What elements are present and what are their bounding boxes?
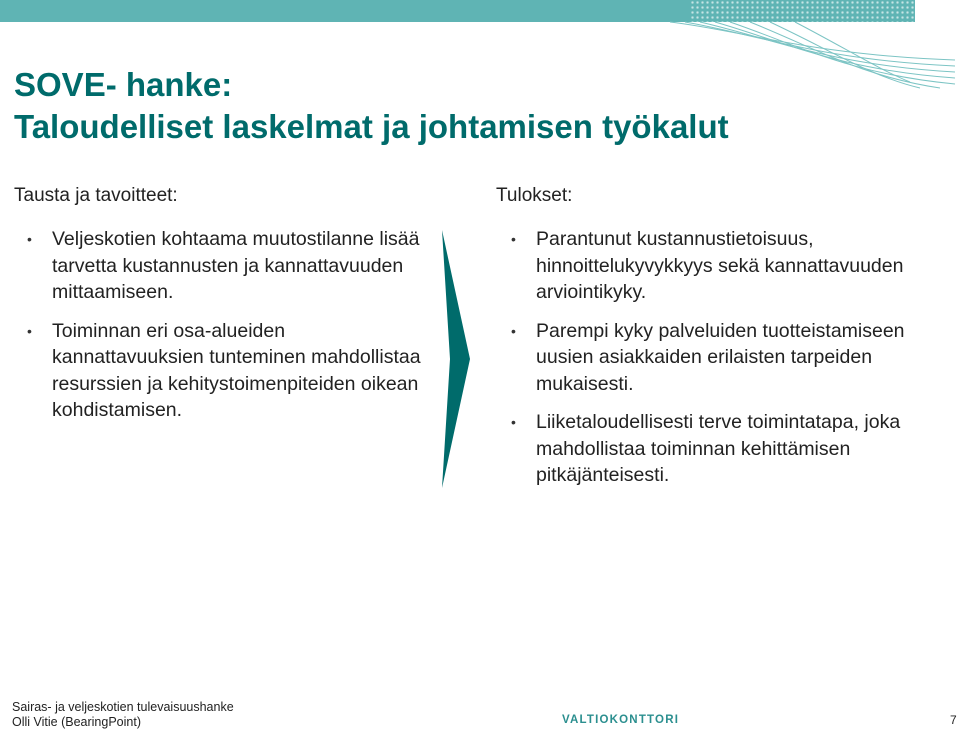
slide-title: [14, 64, 729, 148]
bullet-icon: •: [511, 322, 516, 339]
list-item: [511, 409, 926, 489]
bullet-text: Parempi kyky palveluiden tuotteistamiseen uusien asiakkaiden erilaisten tarpeiden mukaisesti.: [536, 319, 905, 395]
list-item: [511, 318, 926, 398]
valtiokonttori-logo: VALTIOKONTTORI: [562, 714, 680, 726]
bullet-icon: •: [27, 231, 32, 247]
left-bullet-list: [27, 226, 427, 424]
bullet-icon: •: [27, 322, 32, 339]
bullet-icon: •: [511, 414, 516, 430]
right-bullet-list: [511, 226, 926, 489]
bullet-text: Toiminnan eri osa-alueiden kannattavuuksien tunteminen mahdollistaa resurssien ja kehitystoimenpiteiden oikean kohdistamisen.: [52, 319, 421, 421]
bullet-text: Liiketaloudellisesti terve toimintatapa, joka mahdollistaa toiminnan kehittämisen pitkäjänteisesti.: [536, 411, 901, 486]
list-item: [511, 226, 926, 306]
right-heading: Tulokset:: [496, 185, 573, 206]
footer-author: Olli Vitie (BearingPoint): [12, 715, 141, 729]
footer-project: Sairas- ja veljeskotien tulevaisuushanke: [12, 700, 234, 714]
bullet-text: Parantunut kustannustietoisuus, hinnoittelukyvykkyys sekä kannattavuuden arviointikyky.: [536, 228, 904, 303]
list-item: [27, 226, 427, 306]
bullet-icon: •: [511, 231, 516, 247]
bullet-text: Veljeskotien kohtaama muutostilanne lisää tarvetta kustannusten ja kannattavuuden mittaamiseen.: [52, 228, 420, 303]
page-number: 7: [950, 713, 957, 727]
chevron-arrow-icon: [440, 228, 472, 490]
title-line-2: Taloudelliset laskelmat ja johtamisen työkalut: [14, 108, 729, 145]
title-line-1: SOVE- hanke:: [14, 66, 233, 103]
list-item: [27, 318, 427, 424]
left-heading: Tausta ja tavoitteet:: [14, 185, 178, 206]
